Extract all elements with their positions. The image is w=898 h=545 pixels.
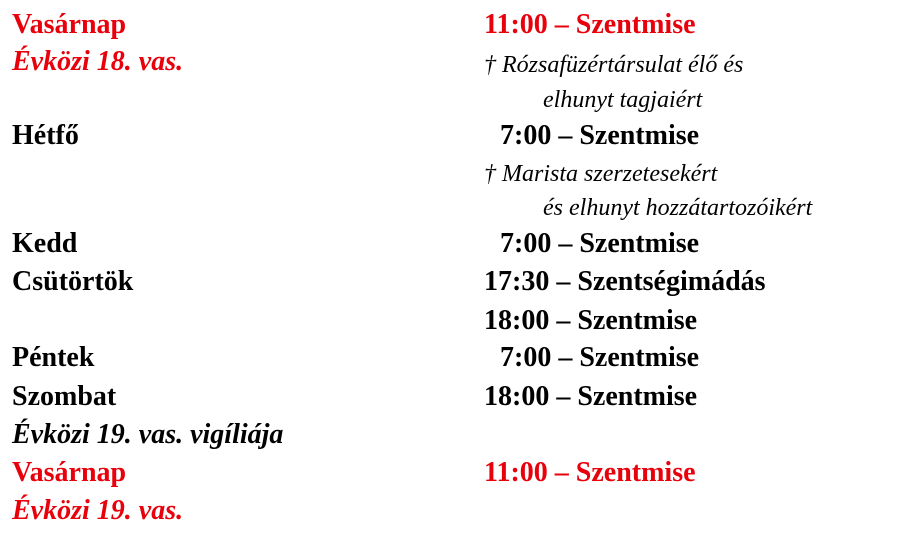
time-friday-mass: 7:00 – Szentmise bbox=[500, 342, 700, 373]
day-tuesday: Kedd bbox=[12, 228, 78, 259]
time-monday-mass: 7:00 – Szentmise bbox=[500, 120, 700, 151]
subtitle-sunday-19: Évközi 19. vas. bbox=[12, 495, 184, 526]
time-saturday-mass: 18:00 – Szentmise bbox=[484, 381, 698, 412]
day-saturday: Szombat bbox=[12, 381, 117, 412]
intention-monday-line1: † Marista szerzetesekért bbox=[484, 161, 718, 187]
day-sunday: Vasárnap bbox=[12, 9, 127, 40]
intention-monday-line2: és elhunyt hozzátartozóikért bbox=[543, 195, 813, 221]
day-friday: Péntek bbox=[12, 342, 95, 373]
time-thursday-mass: 18:00 – Szentmise bbox=[484, 305, 698, 336]
day-thursday: Csütörtök bbox=[12, 266, 134, 297]
time-tuesday-mass: 7:00 – Szentmise bbox=[500, 228, 700, 259]
subtitle-saturday-vigil: Évközi 19. vas. vigíliája bbox=[12, 419, 284, 450]
time-sunday-mass: 11:00 – Szentmise bbox=[484, 9, 696, 40]
intention-sunday-line2: elhunyt tagjaiért bbox=[543, 87, 703, 113]
day-sunday-next: Vasárnap bbox=[12, 457, 127, 488]
day-monday: Hétfő bbox=[12, 120, 79, 151]
time-thursday-adoration: 17:30 – Szentségimádás bbox=[484, 266, 766, 297]
subtitle-sunday-18: Évközi 18. vas. bbox=[12, 46, 184, 77]
intention-sunday-line1: † Rózsafüzértársulat élő és bbox=[484, 52, 744, 78]
time-sunday-next-mass: 11:00 – Szentmise bbox=[484, 457, 696, 488]
